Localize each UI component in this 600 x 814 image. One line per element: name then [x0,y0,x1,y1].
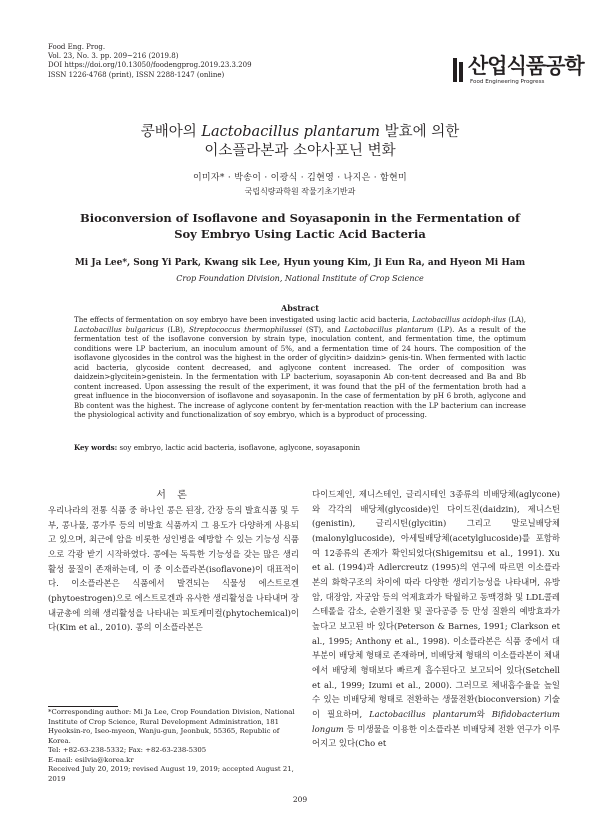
footnote [48,708,299,784]
korean-title-species: Lactobacillus plantarum [201,124,381,140]
body-text: 다이드제인, 제니스테인, 글리시테인 3종류의 비배당체(aglycone)와 각각의 배당체(glycoside)인 다이드진(daidzin), 제니스틴(genistin), 글리시틴(glycitin) 그리고 말로닐배당체(malonylglucoside), 아세틸배당체(acetylglucoside)를 포함하여 12종류의 존재가 확인되었다(Shigemitsu et al., 1991). Xu et al. (1994)과 Adlercreutz (1995)의 연구에 따르면 이소플라본의 화학구조의 차이에 따라 다양한 생리기능성을 나타내며, 유방암, 대장암, 자궁암 등의 억제효과가 탁월하고 동맥경화 및 LDL콜레스테롤을 감소, 순환기질환 및 골다공증 등 만성 질환의 예방효과가 높다고 보고된 바 있다(Peterson & Barnes, 1991; Clarkson et al., 1995; Anthony et al., 1998). 이소플라본은 식품 중에서 대부분이 배당체 형태로 존재하며, 비배당체 형태의 이소플라본이 체내에서 배당체 형태보다 빠르게 흡수된다고 보고되어 있다(Setchell et al., 1999; Izumi et al., 2000). 그러므로 체내흡수율을 높일 수 있는 비배당체 형태로 전환하는 생물전환(bioconversion) 기술이 필요하며, [312,489,560,719]
abstract-text: The effects of fermentation on soy embryo have been investigated using lactic acid bacteria, [74,315,413,324]
footnote-rule [48,706,118,707]
journal-logo [452,54,584,92]
left-column-text: 우리나라의 전통 식품 중 하나인 콩은 된장, 간장 등의 발효식품 및 두부, 콩나물, 콩가루 등의 비발효 식품까지 그 용도가 다양하게 사용되고 있으며, 최근에 암을 비롯한 성인병을 예방할 수 있는 기능성 식품으로 각광 받기 시작하였다. 콩에는 독특한 기능성을 갖는 많은 생리활성 물질이 존재하는데, 이 중 이소플라본(isoflavone)이 대표적이다. 이소플라본은 식품에서 발견되는 식물성 에스트로겐(phytoestrogen)으로 에스트로겐과 유사한 생리활성을 나타내며 장내균총에 의해 생리활성을 나타내는 피토케미컬(phytochemical)이다(Kim et al., 2010). 콩의 이소플라본은 [48,505,300,633]
right-column-text [312,487,560,751]
body-species: Bifidobacterium longum [312,708,560,734]
footnote-corresponding-author: *Corresponding author: Mi Ja Lee, Crop Foundation Division, National Institute of Crop Science, Rural Development Administration, 181 Hyeoksin-ro, Iseo-myeon, Wanju-gun, Jeonbuk, 55365, Republic of Korea. [48,708,295,745]
footnote-phone: Tel: +82-63-238-5332; Fax: +82-63-238-5305 [48,746,207,754]
abstract-text: (LP). As a result of the fermentation test of the isoflavone conversion by strain type, inoculation content, and fermentation time, the optimum conditions were LP bacterium, an inoculum amount of 5%, and a fermentation time of 24 hours. The composition of the isoflavone glycosides in the control was the highest in the order of glycitin> daidzin> genis-tin. When fermented with lactic acid bacteria, glycoside content decreased, and aglycone content increased. The order of composition was daidzein>glycitein>genistein. In the fermentation with LP bacterium, soyasaponin Ab con-tent decreased and Ba and Bb content increased. Upon assessing the result of the experiment, it was found that the pH of the fermentation broth had a great influence in the bioconversion of isoflavone and soyasaponin. In the case of fermentation by pH 6 broth, aglycone and Bb content was the highest. The increase of aglycone content by fer-mentation reaction with the LP bacterium can increase the physiological activity and functionalization of soy embryo, which is a byproduct of processing. [74,324,526,420]
footnote-email: E-mail: esilvia@korea.kr [48,755,134,764]
footnote-dates: Received July 20, 2019; revised August 19, 2019; accepted August 21, 2019 [48,765,294,783]
abstract-species: Lactobacillus acidoph-ilus [412,315,506,324]
english-title-line1: Bioconversion of Isoflavone and Soyasaponin in the Fermentation of [80,211,520,225]
journal-name: Food Eng. Prog. [48,43,106,51]
journal-doi: DOI https://doi.org/10.13050/foodengprog.2019.23.3.209 [48,61,252,70]
section-heading-introduction: 서 론 [156,490,191,501]
english-authors: Mi Ja Lee*, Song Yi Park, Kwang sik Lee, Hyun young Kim, Ji Eun Ra, and Hyeon Mi Ham [74,258,526,268]
logo-mark-icon [452,56,466,84]
body-species: Lactobacillus plantarum [369,708,477,719]
korean-title-pre: 콩배아의 [140,124,202,140]
abstract-species: Lactobacillus plantarum [344,324,434,334]
abstract-text: (ST), and [302,324,345,334]
korean-authors: 이미자* · 박송이 · 이광식 · 김현영 · 나지은 · 함현미 [192,173,408,183]
abstract-heading: Abstract [281,303,319,313]
logo-korean-text: 산업식품공학 [468,54,584,78]
english-affiliation: Crop Foundation Division, National Institute of Crop Science [176,274,424,283]
journal-issn: ISSN 1226-4768 (print), ISSN 2288-1247 (online) [48,70,225,79]
journal-info [48,43,252,80]
keywords-label: Key words: [74,443,118,452]
korean-affiliation: 국립식량과학원 작물기초기반과 [244,187,356,196]
body-text: 와 [476,708,492,719]
logo-english-text: Food Engineering Progress [470,79,545,85]
korean-title-line2: 이소플라본과 소야사포닌 변화 [204,143,396,159]
journal-volume: Vol. 23, No. 3. pp. 209~216 (2019.8) [48,52,179,61]
korean-title-post: 발효에 의한 [380,124,460,140]
page-number: 209 [292,795,308,804]
abstract-text: (LA), [505,315,526,324]
korean-title-line1 [0,122,600,142]
abstract-species: Streptococcus thermophilussei [188,324,303,334]
body-text: 등 미생물을 이용한 이소플라본 비배당체 전환 연구가 이루어지고 있다(Cho et [312,723,560,749]
english-title-line2: Soy Embryo Using Lactic Acid Bacteria [174,227,426,241]
abstract-text: (LB), [163,324,189,334]
keywords-text: soy embryo, lactic acid bacteria, isoflavone, aglycone, soyasaponin [117,443,361,452]
keywords [74,443,534,452]
abstract-body [74,315,526,420]
abstract-species: Lactobacillus bulgaricus [74,324,164,334]
